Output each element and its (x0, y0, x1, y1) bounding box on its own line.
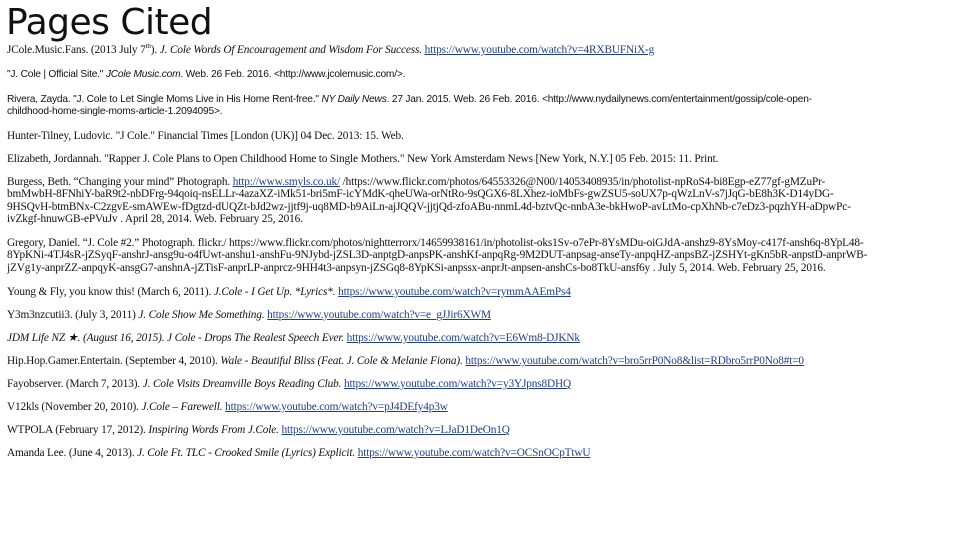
reference-item (7, 69, 953, 81)
reference-title: J. Cole Words Of Encouragement and Wisdom For Success. (159, 44, 422, 56)
reference-line: ivZkgf-hnuwGB-ePVuJv . April 28, 2014. Web. February 25, 2016. (7, 213, 303, 226)
reference-line: 8YpKNi-4TJ4sR-jZSyqF-anshrJ-ansg9u-o4fUwt-anshu1-anshFu-9NJybd-jZSL3D-anptgD-anpsPK-anshKf-anpqRg-9M2DUT-anpsag-anseTy-anpqHZ-anpsBZ-jZSHYt-gKn5bR-anpstD-anprWB- (7, 249, 868, 262)
reference-link[interactable]: http://www.smyls.co.uk/ (232, 176, 340, 188)
reference-text: Rivera, Zayda. "J. Cole to Let Single Moms Live in His Home Rent-free." (7, 94, 322, 105)
reference-text: Burgess, Beth. “Changing your mind” Photograph. (7, 176, 233, 188)
reference-title: J.Cole – Farewell. (141, 401, 223, 413)
reference-text: . Web. 26 Feb. 2016. <http://www.jcolemusic.com/>. (180, 69, 406, 80)
reference-link[interactable]: https://www.youtube.com/watch?v=e_gJJir6XWM (267, 309, 491, 321)
reference-item (7, 176, 953, 226)
reference-item (7, 237, 953, 274)
reference-author: Young & Fly, you know this! (March 6, 2011). (7, 286, 214, 298)
reference-link[interactable]: https://www.youtube.com/watch?v=y3YJpns8DHQ (344, 378, 572, 390)
reference-title: J. Cole Ft. TLC - Crooked Smile (Lyrics) Explicit. (137, 447, 356, 459)
reference-item: Hunter-Tilney, Ludovic. "J Cole." Financial Times [London (UK)] 04 Dec. 2013: 15. Web. (7, 130, 404, 142)
reference-text: ). (150, 44, 160, 56)
reference-link[interactable]: https://www.youtube.com/watch?v=E6Wm8-DJKNk (346, 332, 580, 344)
reference-superscript: th (145, 44, 151, 51)
reference-item (7, 44, 953, 56)
reference-title: J. Cole Show Me Something. (138, 309, 265, 321)
reference-item (7, 424, 953, 436)
reference-line: childhood-home-single-moms-article-1.2094095>. (7, 106, 223, 118)
reference-link[interactable]: https://www.youtube.com/watch?v=rymmAAEmPs4 (338, 286, 571, 298)
reference-title: Wale - Beautiful Bliss (Feat. J. Cole & Melanie Fiona). (220, 355, 463, 367)
reference-item (7, 332, 953, 344)
reference-author: Y3m3nzcutii3. (July 3, 2011) (7, 309, 139, 321)
reference-item (7, 286, 953, 298)
reference-line: jZVg1y-anprZZ-anpqyK-ansgG7-anshnA-jZTisF-anprLP-anprcz-9HH4t3-anpsyn-jZSGq8-8YpKSi-anpssx-anprJt-anpsen-anshCs-bo8TkU-ansf6y . July 5, 2014. Web. February 25, 2016. (7, 261, 826, 274)
reference-link[interactable]: https://www.youtube.com/watch?v=OCSnOCpTtwU (357, 447, 591, 459)
reference-text: "J. Cole | Official Site." (7, 69, 106, 80)
reference-line: 9HSQvH-btmBNx-C2zgvE-smAWEw-fDgtzd-dUQZt-bJd2wz-jjtf9j-uq8MD-b9AiLn-ajJQQV-jjtjQd-zfoABu-nnmL4d-bztvQc-nnbA3e-bkHwoP-avLtMo-cpXhNb-c7eDz3-pqzhYH-aDpwPc- (7, 200, 851, 213)
reference-line: Gregory, Daniel. “J. Cole #2.” Photograph. flickr./ https://www.flickr.com/photos/nightterrorx/14659938161/in/photolist-oks1Sv-o7ePr-8YsMDu-oiGJdA-anshz9-8YsMoy-c417f-ansh6q-8YpL48- (7, 237, 864, 249)
reference-title: Inspiring Words From J.Cole. (148, 424, 279, 436)
reference-link[interactable]: https://www.youtube.com/watch?v=4RXBUFNiX-g (424, 44, 655, 56)
reference-item (7, 401, 953, 413)
page-title: Pages Cited (6, 2, 213, 43)
reference-text: /https://www.flickr.com/photos/64553326@N00/14053408935/in/photolist-npRoS4-bi8Egp-eZ77gf-gMZuPr- (339, 176, 826, 188)
reference-item (7, 378, 953, 390)
reference-author: WTPOLA (February 17, 2012). (7, 424, 149, 436)
reference-item (7, 309, 953, 321)
reference-item: Elizabeth, Jordannah. "Rapper J. Cole Plans to Open Childhood Home to Single Mothers." New York Amsterdam News [New York, N.Y.] 05 Feb. 2015: 11. Print. (7, 153, 719, 165)
reference-title: J. Cole Visits Dreamville Boys Reading Club. (142, 378, 342, 390)
reference-item (7, 355, 953, 367)
reference-title: JCole Music.com (105, 69, 181, 80)
reference-title: JDM Life NZ ★. (August 16, 2015). J Cole - Drops The Realest Speech Ever. (7, 332, 344, 344)
reference-line: bmMwbH-8FNhiY-baR9t2-nbDFrg-94qoiq-nsELLr-4azaXZ-iMk51-bri5mF-icYMdK-qheUWa-orNtRo-9sQGX6-8LXhez-ioMbFs-gwZSU5-soUX7p-qWzLnV-s7jJqG-bE8h3K-D14yDG- (7, 188, 834, 201)
reference-line (7, 176, 953, 188)
reference-item (7, 447, 953, 459)
reference-title: J.Cole - I Get Up. *Lyrics*. (213, 286, 336, 298)
reference-link[interactable]: https://www.youtube.com/watch?v=pJ4DEfy4p3w (225, 401, 448, 413)
reference-line (7, 94, 953, 106)
reference-author: JCole.Music.Fans. (2013 July 7 (7, 44, 146, 56)
reference-link[interactable]: https://www.youtube.com/watch?v=bro5rrP0No8&list=RDbro5rrP0No8#t=0 (465, 355, 804, 367)
reference-title: NY Daily News (321, 94, 387, 105)
reference-author: V12kls (November 20, 2010). (7, 401, 142, 413)
reference-text: . 27 Jan. 2015. Web. 26 Feb. 2016. <http://www.nydailynews.com/entertainment/gossip/cole-open- (386, 94, 812, 105)
reference-link[interactable]: https://www.youtube.com/watch?v=LJaD1DeOn1Q (281, 424, 510, 436)
reference-author: Fayobserver. (March 7, 2013). (7, 378, 143, 390)
reference-author: Hip.Hop.Gamer.Entertain. (September 4, 2010). (7, 355, 221, 367)
reference-author: Amanda Lee. (June 4, 2013). (7, 447, 138, 459)
reference-item (7, 94, 953, 119)
